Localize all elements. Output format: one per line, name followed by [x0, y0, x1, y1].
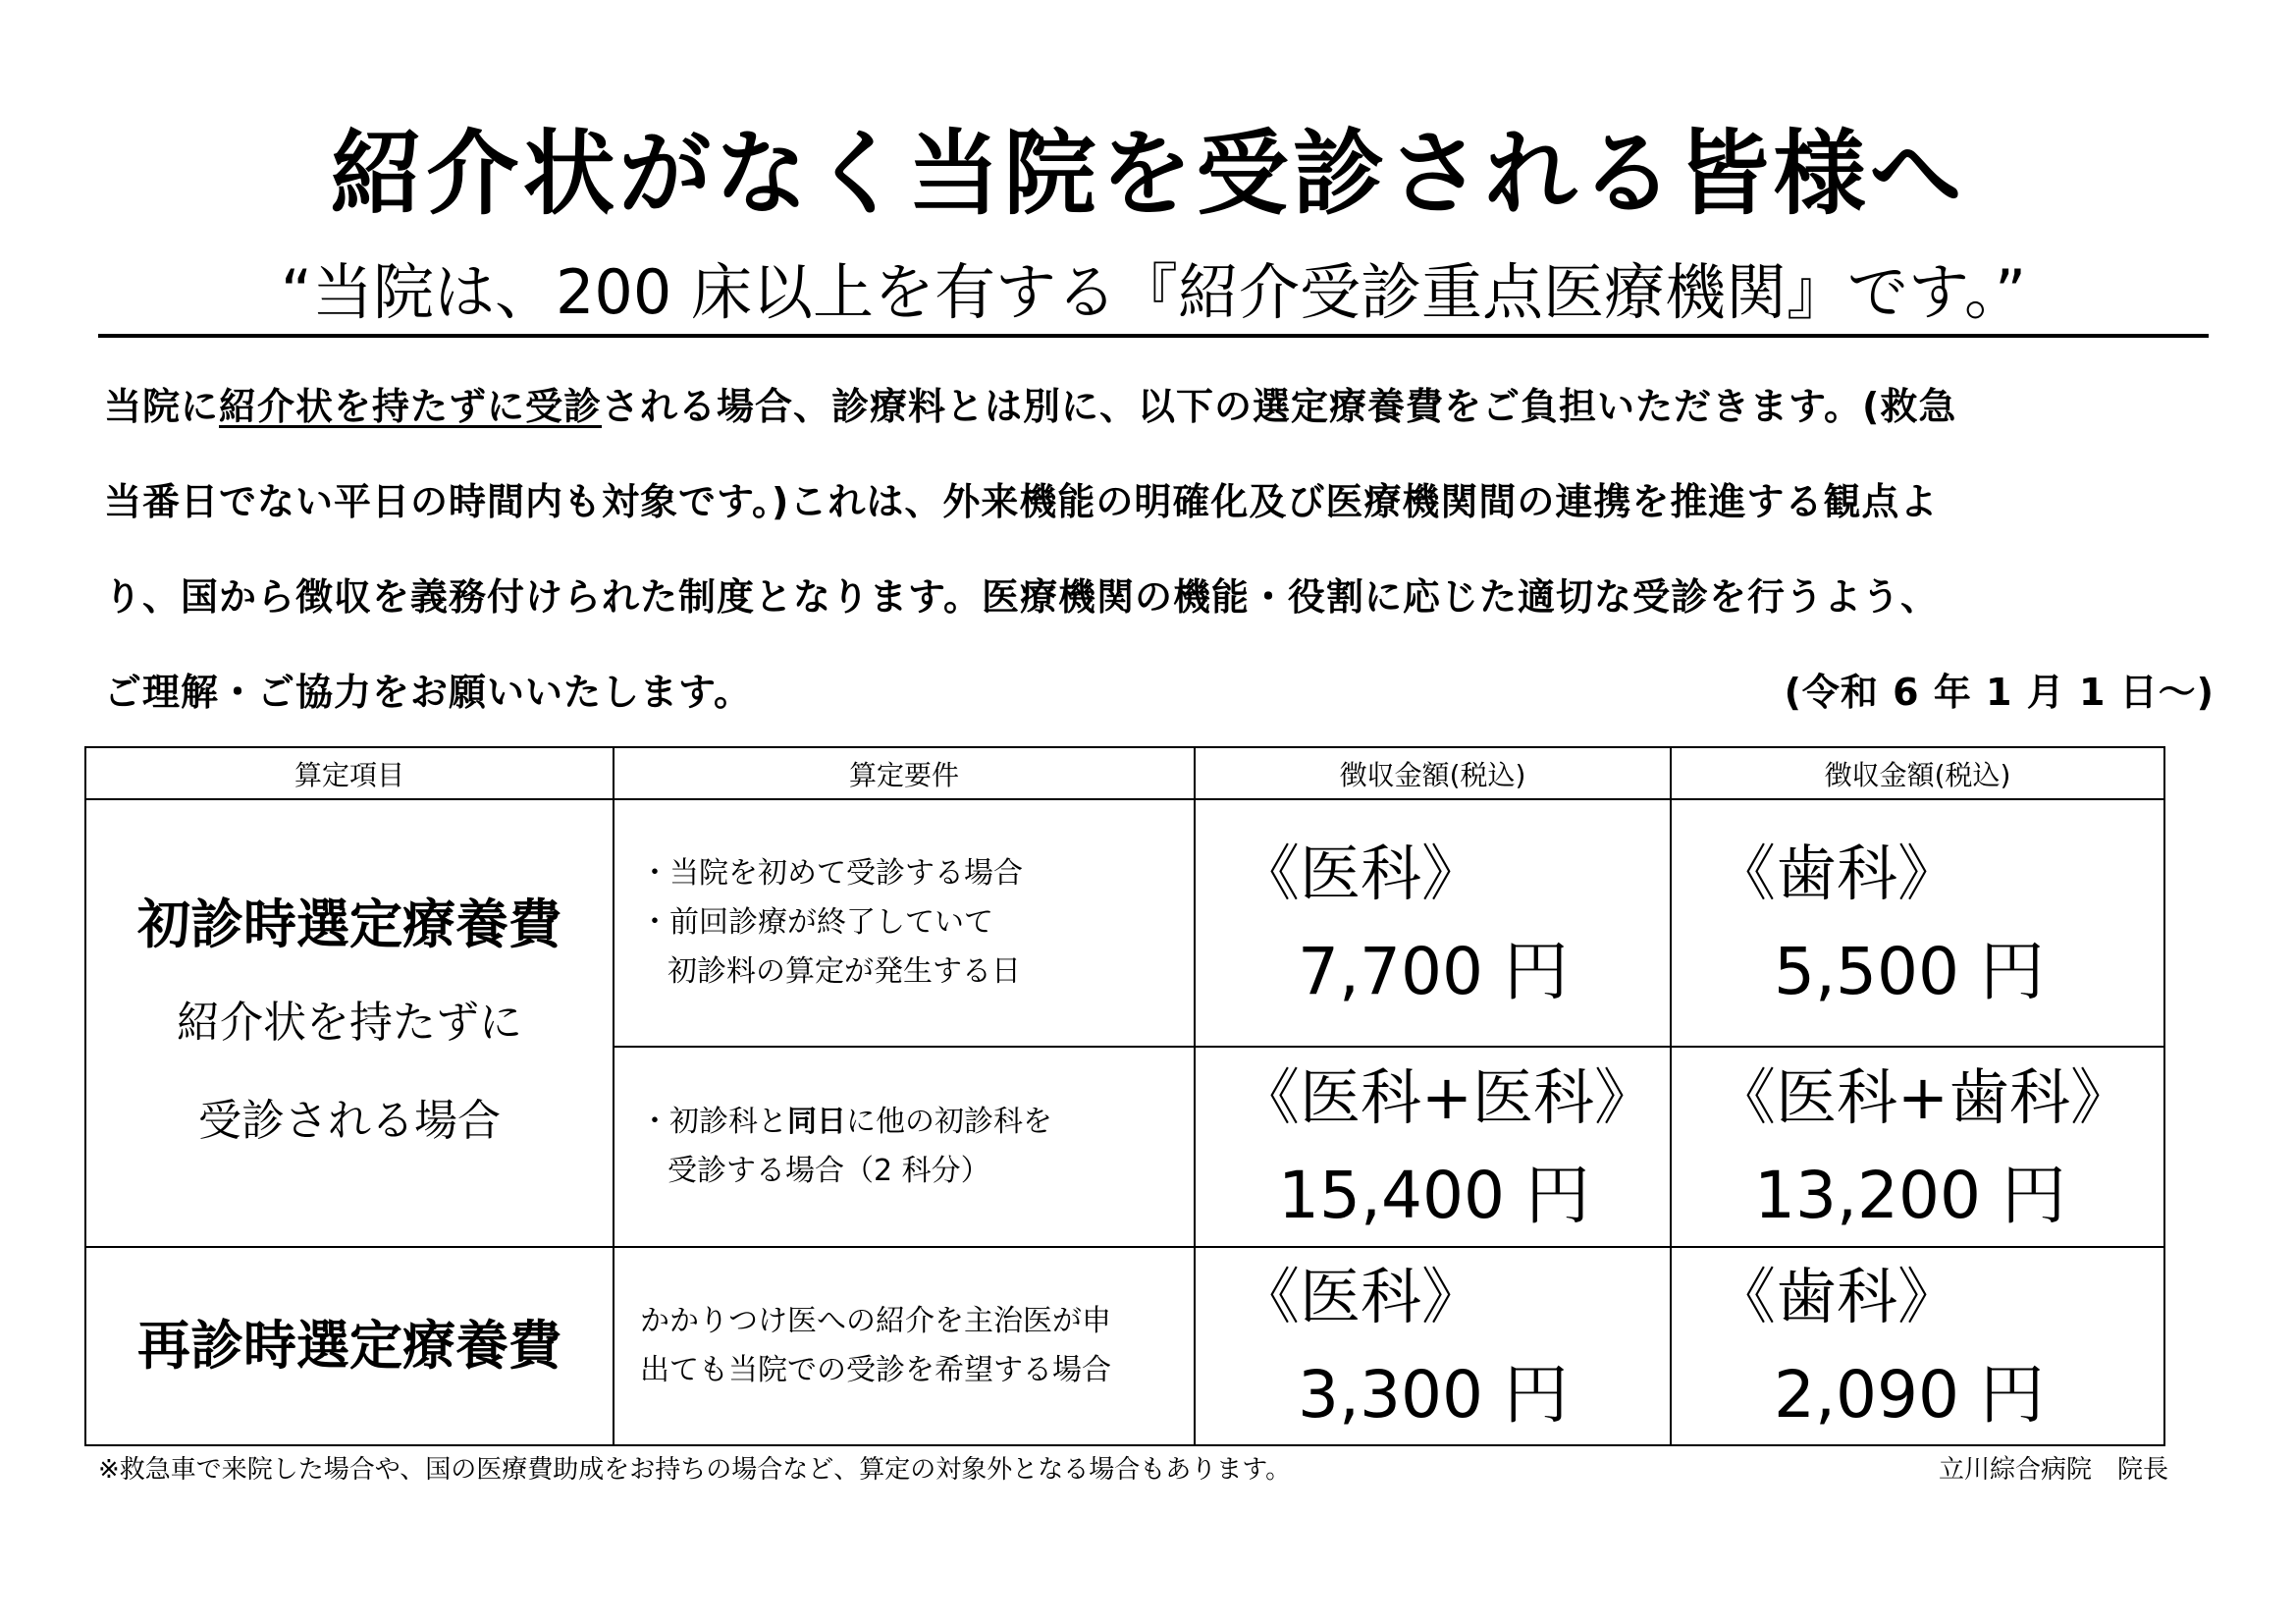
condition-item: ・当院を初めて受診する場合	[640, 856, 1023, 891]
header-requirement: 算定要件	[614, 747, 1195, 799]
page-subtitle: “当院は、200 床以上を有する『紹介受診重点医療機関』です。”	[98, 253, 2209, 338]
paragraph-line-4	[104, 645, 2215, 740]
table-header-row	[85, 747, 2164, 799]
header-category: 算定項目	[85, 747, 614, 799]
fee-amount: 7,700 円	[1298, 934, 1569, 1009]
fee-label: 《医科+歯科》	[1715, 1061, 2131, 1133]
fee-label: 《歯科》	[1715, 1261, 1959, 1332]
paragraph-line-1	[104, 359, 2215, 455]
table-row	[85, 799, 2164, 1047]
condition-item	[640, 1098, 1194, 1147]
condition-emphasis: 同日	[787, 1105, 846, 1139]
condition-post: に他の初診科を	[846, 1105, 1052, 1139]
header-amount-medical: 徴収金額(税込)	[1195, 747, 1671, 799]
same-day-conditions-cell	[614, 1047, 1195, 1247]
fee-table	[84, 746, 2165, 1446]
effective-date: (令和 6 年 1 月 1 日〜)	[1784, 671, 2215, 714]
fee-label: 《医科》	[1239, 838, 1483, 909]
fee-amount: 2,090 円	[1774, 1357, 2045, 1433]
initial-conditions-cell	[614, 799, 1195, 1047]
revisit-category-title: 再診時選定療養費	[137, 1315, 561, 1377]
signature: 立川綜合病院 院長	[1938, 1455, 2168, 1485]
underlined-phrase: 紹介状を持たずに受診	[219, 385, 603, 428]
page-title: 紹介状がなく当院を受診される皆様へ	[330, 121, 1966, 228]
same-day-medical-fee-cell	[1195, 1047, 1671, 1247]
initial-dental-fee-cell	[1671, 799, 2164, 1047]
fee-amount: 13,200 円	[1754, 1158, 2066, 1233]
initial-category-sub-1: 紹介状を持たずに	[177, 998, 522, 1048]
paragraph-line-1-pre: 当院に	[104, 385, 220, 428]
paragraph-line-4-text: ご理解・ご協力をお願いいたします。	[104, 671, 752, 714]
paragraph-line-3: り、国から徴収を義務付けられた制度となります。医療機関の機能・役割に応じた適切な受診を行うよう、	[104, 575, 1939, 619]
fee-amount: 15,400 円	[1278, 1158, 1590, 1233]
condition-item: 出ても当院での受診を希望する場合	[640, 1353, 1111, 1387]
revisit-conditions-cell	[614, 1247, 1195, 1445]
footnote: ※救急車で来院した場合や、国の医療費助成をお持ちの場合など、算定の対象外となる場合もあります。	[98, 1455, 1292, 1485]
condition-pre: ・初診科と	[640, 1105, 787, 1139]
fee-amount: 3,300 円	[1298, 1357, 1569, 1433]
initial-category-title: 初診時選定療養費	[137, 893, 561, 955]
condition-item: ・前回診療が終了していて	[640, 905, 993, 940]
fee-label: 《医科+医科》	[1239, 1061, 1655, 1133]
condition-item: 初診料の算定が発生する日	[667, 954, 1021, 989]
initial-category-sub-2: 受診される場合	[198, 1096, 501, 1146]
header-amount-dental: 徴収金額(税込)	[1671, 747, 2164, 799]
fee-label: 《歯科》	[1715, 838, 1959, 909]
paragraph-line-2: 当番日でない平日の時間内も対象です。)これは、外来機能の明確化及び医療機関間の連携を推進する観点よ	[104, 480, 1939, 523]
initial-category-cell	[85, 799, 614, 1247]
revisit-medical-fee-cell	[1195, 1247, 1671, 1445]
fee-label: 《医科》	[1239, 1261, 1483, 1332]
same-day-dental-fee-cell	[1671, 1047, 2164, 1247]
notice-paragraph	[104, 359, 2215, 740]
condition-item: かかりつけ医への紹介を主治医が申	[640, 1304, 1111, 1338]
condition-item: 受診する場合（2 科分）	[667, 1154, 990, 1188]
paragraph-line-1-post: される場合、診療料とは別に、以下の選定療養費をご負担いただきます。(救急	[602, 385, 1957, 428]
initial-medical-fee-cell	[1195, 799, 1671, 1047]
fee-amount: 5,500 円	[1774, 934, 2045, 1009]
table-row	[85, 1247, 2164, 1445]
revisit-dental-fee-cell	[1671, 1247, 2164, 1445]
revisit-category-cell	[85, 1247, 614, 1445]
